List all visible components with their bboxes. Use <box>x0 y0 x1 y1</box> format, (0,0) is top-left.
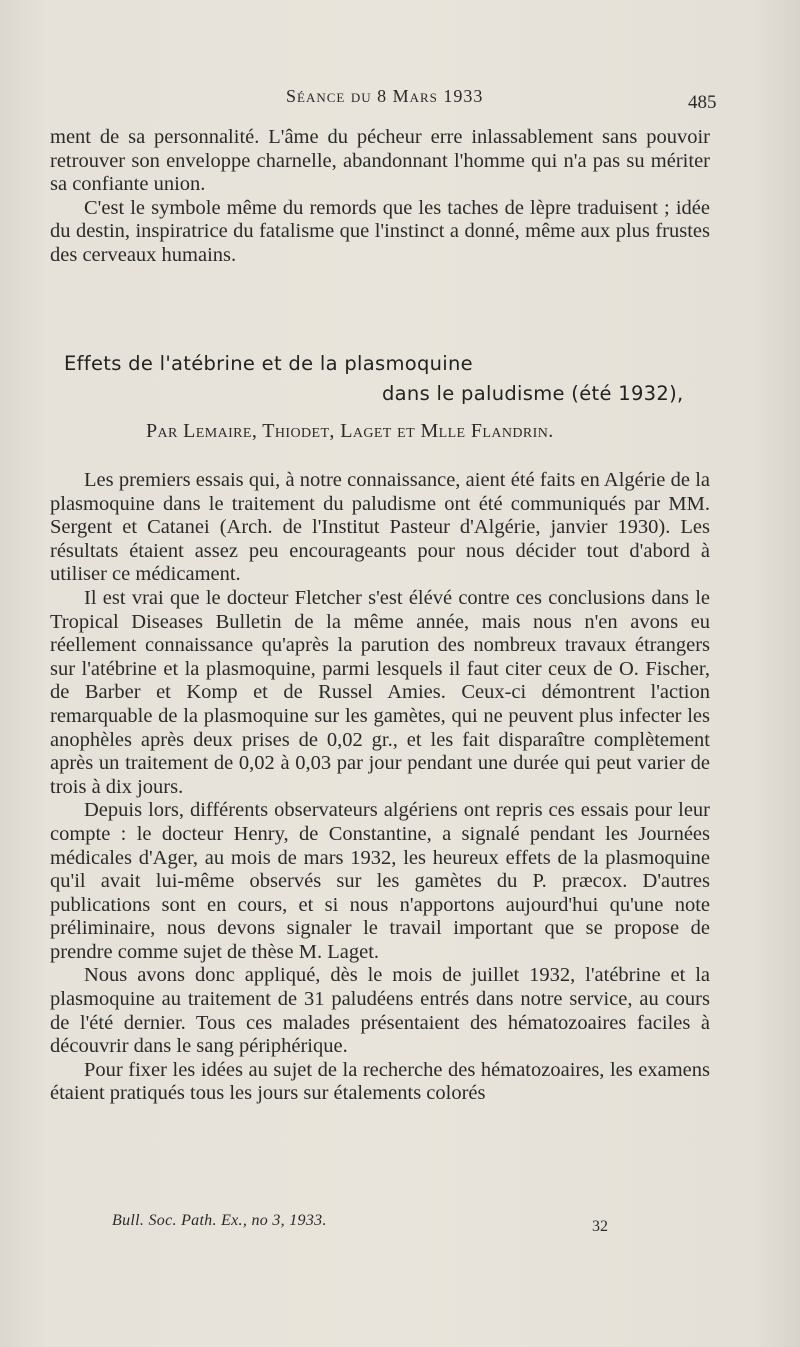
paragraph: Les premiers essais qui, à notre connaissance, aient été faits en Algérie de la plasmoquine dans le traitement du paludisme ont été communiqués par MM. Sergent et Catanei (Arch. de l'Institut Pasteur d'Algérie, janvier 1930). Les résultats étaient assez peu encourageants pour nous décider tout d'abord à utiliser ce médicament. <box>50 469 710 586</box>
paragraph: Pour fixer les idées au sujet de la recherche des hématozoaires, les examens étaient pratiqués tous les jours sur étalements colorés <box>50 1058 710 1105</box>
page-number: 485 <box>688 92 717 113</box>
footer-signature: 32 <box>592 1218 608 1235</box>
article-title-line-1: Effets de l'atébrine et de la plasmoquine <box>64 352 473 375</box>
article-byline: Par Lemaire, Thiodet, Laget et Mlle Flandrin. <box>146 420 554 442</box>
paragraph: Depuis lors, différents observateurs algériens ont repris ces essais pour leur compte : le docteur Henry, de Constantine, a signalé pendant les Journées médicales d'Ager, au mois de mars 1932, les heureux effets de la plasmoquine qu'il avait lui-même observés sur les gamètes du P. præcox. D'autres publications sont en cours, et si nous n'apportons aujourd'hui qu'une note préliminaire, nous devons signaler le travail important que se propose de prendre comme sujet de thèse M. Laget. <box>50 799 710 963</box>
article-body <box>50 469 710 1106</box>
footer-citation: Bull. Soc. Path. Ex., no 3, 1933. <box>112 1212 327 1229</box>
page-header <box>0 86 800 116</box>
paragraph: Nous avons donc appliqué, dès le mois de juillet 1932, l'atébrine et la plasmoquine au traitement de 31 paludéens entrés dans notre service, au cours de l'été dernier. Tous ces malades présentaient des hématozoaires faciles à découvrir dans le sang périphérique. <box>50 964 710 1058</box>
continued-text <box>50 126 710 268</box>
article-title <box>64 352 714 412</box>
running-head: Séance du 8 Mars 1933 <box>286 86 484 106</box>
paragraph: Il est vrai que le docteur Fletcher s'est élévé contre ces conclusions dans le Tropical Diseases Bulletin de la même année, mais nous n'en avons eu réellement connaissance qu'après la parution des nombreux travaux étrangers sur l'atébrine et la plasmoquine, parmi lesquels il faut citer ceux de O. Fischer, de Barber et Komp et de Russel Amies. Ceux-ci démontrent l'action remarquable de la plasmoquine sur les gamètes, qui ne peuvent plus infecter les anophèles après deux prises de 0,02 gr., et les fait disparaître complètement après un traitement de 0,02 à 0,03 par jour pendant une durée qui peut varier de trois à dix jours. <box>50 586 710 798</box>
paragraph: C'est le symbole même du remords que les taches de lèpre traduisent ; idée du destin, inspiratrice du fatalisme que l'instinct a donné, même aux plus frustes des cerveaux humains. <box>50 196 710 266</box>
article-title-line-2: dans le paludisme (été 1932), <box>382 382 684 405</box>
paragraph: ment de sa personnalité. L'âme du pécheur erre inlassablement sans pouvoir retrouver son enveloppe charnelle, abandonnant l'homme qui n'a pas su mériter sa confiante union. <box>50 126 710 196</box>
